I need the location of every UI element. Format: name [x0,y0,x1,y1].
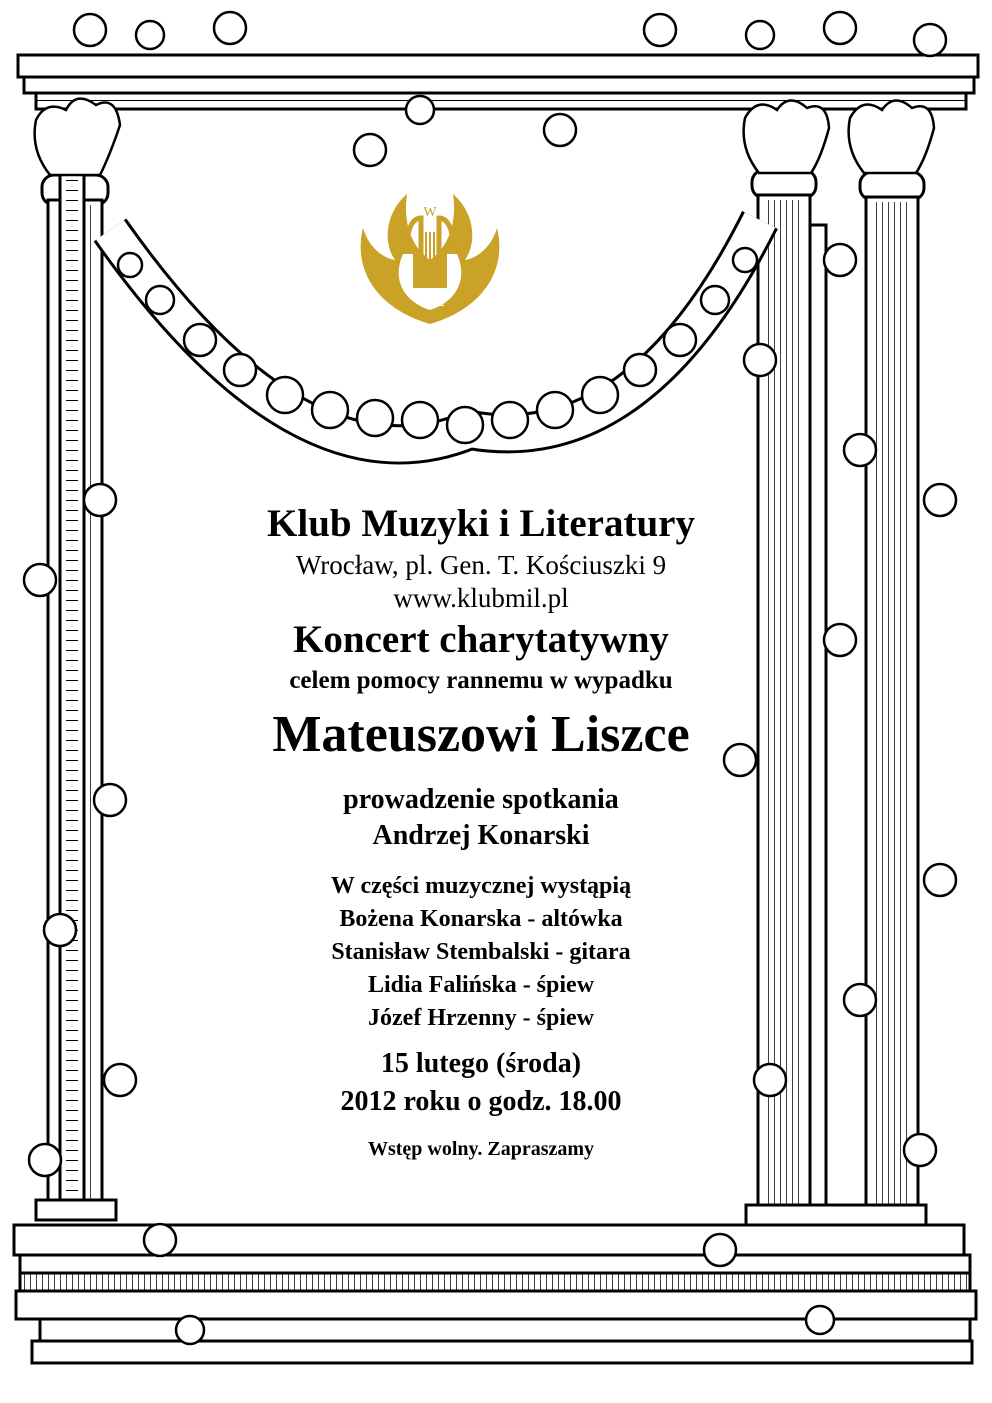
club-website: www.klubmil.pl [393,583,569,613]
top-beam [18,55,978,109]
poster-text [150,500,812,1163]
event-purpose: celem pomocy rannemu w wypadku [289,667,673,694]
performer-item: Stanisław Stembalski - gitara [331,939,631,965]
performers-heading: W części muzycznej wystąpią [330,873,632,899]
left-columns [36,120,116,1220]
logo-monogram: W [423,205,437,220]
club-name: Klub Muzyki i Literatury [267,502,695,545]
beneficiary-name: Mateuszowi Liszce [272,706,690,763]
club-address: Wrocław, pl. Gen. T. Kościuszki 9 [295,550,667,580]
performer-item: Józef Hrzenny - śpiew [368,1005,594,1031]
host-name: Andrzej Konarski [372,820,590,851]
event-time: 2012 roku o godz. 18.00 [340,1086,622,1117]
event-date: 15 lutego (środa) [380,1048,582,1079]
entry-note: Wstęp wolny. Zapraszamy [367,1138,595,1160]
event-title: Koncert charytatywny [293,618,669,661]
performer-item: Bożena Konarska - altówka [339,906,623,932]
logo-label: KMiL [419,298,445,309]
performer-item: Lidia Falińska - śpiew [367,972,595,998]
host-label: prowadzenie spotkania [343,784,619,815]
